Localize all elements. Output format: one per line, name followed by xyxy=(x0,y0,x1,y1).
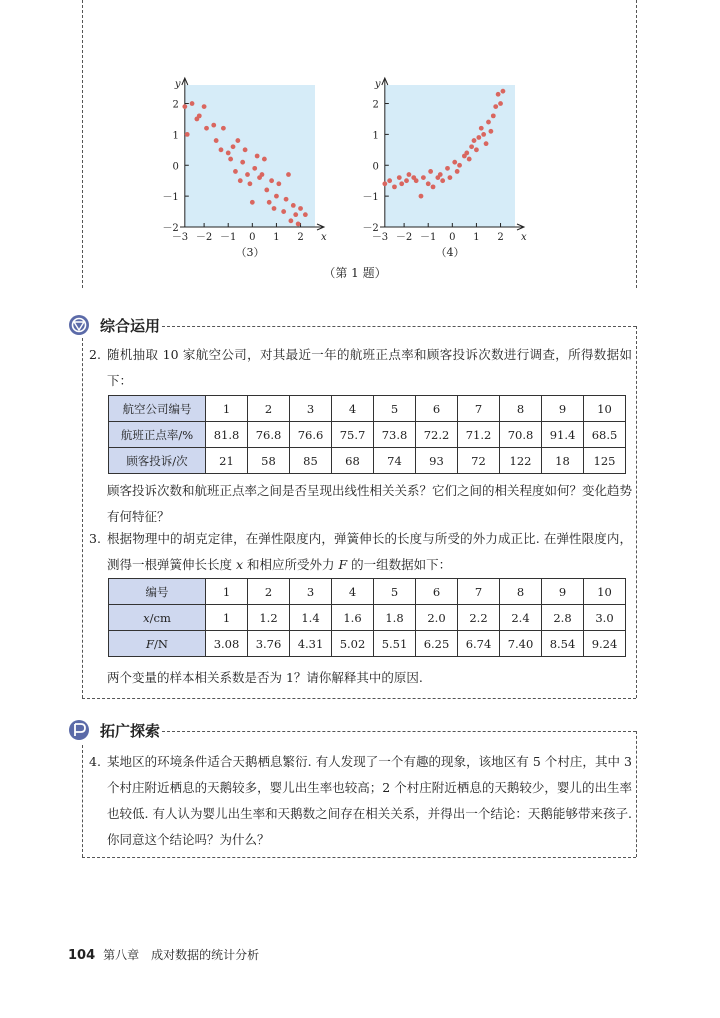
q3-text-b: 和相应所受外力 xyxy=(243,557,339,572)
section-explore-icon xyxy=(68,719,90,741)
chart3-x-label: x xyxy=(321,232,327,243)
airline-row xyxy=(109,448,626,474)
frame-left-s2 xyxy=(82,745,83,857)
chart3-data-point xyxy=(274,194,279,199)
chart3-x-tick-label: 2 xyxy=(297,232,304,243)
chart3-data-point xyxy=(185,132,190,137)
chart4-data-point xyxy=(445,166,450,171)
q3-var-x: x xyxy=(235,557,244,572)
spring-cell: 2 xyxy=(248,579,290,605)
chart3-data-point xyxy=(243,147,248,152)
spring-cell: 6.74 xyxy=(458,631,500,657)
spring-cell: 1 xyxy=(206,579,248,605)
chart4-data-point xyxy=(440,178,445,183)
spring-cell: 1.6 xyxy=(332,605,374,631)
frame-left-s1 xyxy=(82,338,83,698)
airline-cell: 3 xyxy=(290,396,332,422)
chart4-x-tick-label: 1 xyxy=(473,232,480,243)
spring-cell: 2.4 xyxy=(500,605,542,631)
airline-cell: 93 xyxy=(416,448,458,474)
spring-header-cell: F/N xyxy=(109,631,206,657)
chart3-data-point xyxy=(288,218,293,223)
spring-cell: 1.2 xyxy=(248,605,290,631)
spring-cell: 9 xyxy=(542,579,584,605)
chart3-data-point xyxy=(262,157,267,162)
chart4-y-tick-label: －1 xyxy=(362,192,379,204)
chart4-data-point xyxy=(448,175,453,180)
section-title-comprehensive xyxy=(68,314,160,336)
chart3-data-point xyxy=(267,200,272,205)
airline-cell: 75.7 xyxy=(332,422,374,448)
chart3-data-point xyxy=(250,200,255,205)
frame-top-s2 xyxy=(162,731,636,732)
chart3-data-point xyxy=(252,166,257,171)
chart3-data-point xyxy=(190,101,195,106)
section-badge-icon xyxy=(68,314,90,336)
airline-header-cell: 航班正点率/% xyxy=(109,422,206,448)
chart3-data-point xyxy=(284,197,289,202)
chart3-data-point xyxy=(291,203,296,208)
chart3-data-point xyxy=(296,222,301,227)
chart4-data-point xyxy=(455,169,460,174)
frame-right-s1 xyxy=(636,326,637,698)
spring-cell: 7 xyxy=(458,579,500,605)
chart4-data-point xyxy=(414,178,419,183)
section-title-explore xyxy=(68,719,160,741)
airline-cell: 76.8 xyxy=(248,422,290,448)
frame-right-s2 xyxy=(636,731,637,857)
chart4-x-label: x xyxy=(521,232,527,243)
airline-cell: 85 xyxy=(290,448,332,474)
spring-cell: 8.54 xyxy=(542,631,584,657)
chart3-data-point xyxy=(204,126,209,131)
chart3-data-point xyxy=(221,126,226,131)
chart3-data-point xyxy=(238,178,243,183)
question-2-number: 2. xyxy=(89,347,101,362)
spring-cell: 3.76 xyxy=(248,631,290,657)
chart4-data-point xyxy=(421,175,426,180)
chart4-data-point xyxy=(496,92,501,97)
airline-cell: 18 xyxy=(542,448,584,474)
spring-header-cell: x/cm xyxy=(109,605,206,631)
airline-cell: 76.6 xyxy=(290,422,332,448)
spring-cell: 1 xyxy=(206,605,248,631)
airline-cell: 58 xyxy=(248,448,290,474)
chart4-data-point xyxy=(486,120,491,125)
chart4-data-point xyxy=(397,175,402,180)
chart3-data-point xyxy=(286,172,291,177)
chart4-data-point xyxy=(474,147,479,152)
chart3-data-point xyxy=(231,144,236,149)
chart4-data-point xyxy=(457,163,462,168)
chart3-data-point xyxy=(245,172,250,177)
chart4-data-point xyxy=(469,144,474,149)
chart3-data-point xyxy=(228,157,233,162)
question-2-ask: 顾客投诉次数和航班正点率之间是否呈现出线性相关关系？它们之间的相关程度如何？变化趋势有何特征？ xyxy=(107,483,633,524)
chart4-data-point xyxy=(481,132,486,137)
airline-cell: 21 xyxy=(206,448,248,474)
chart3-x-tick-label: －1 xyxy=(220,232,237,243)
chart4-data-point xyxy=(404,178,409,183)
spring-cell: 5 xyxy=(374,579,416,605)
chart3-data-point xyxy=(182,104,187,109)
chart3-y-tick-label: 2 xyxy=(172,99,179,111)
chart4-data-point xyxy=(407,172,412,177)
spring-row xyxy=(109,605,626,631)
chart4-y-tick-label: 2 xyxy=(372,99,379,111)
question-4-number: 4. xyxy=(89,754,101,769)
airline-cell: 72.2 xyxy=(416,422,458,448)
question-3-number: 3. xyxy=(89,531,101,546)
question-4-text xyxy=(89,749,632,853)
chart3-data-point xyxy=(303,212,308,217)
airline-cell: 10 xyxy=(584,396,626,422)
chart3-y-tick-label: 1 xyxy=(172,130,179,142)
chart3-data-point xyxy=(219,147,224,152)
chart3-caption: （3） xyxy=(235,246,265,259)
chart3-data-point xyxy=(248,181,253,186)
airline-cell: 72 xyxy=(458,448,500,474)
q3-text-c: 的一组数据如下： xyxy=(347,557,452,572)
chart4-y-tick-label: 1 xyxy=(372,130,379,142)
airline-cell: 9 xyxy=(542,396,584,422)
chart3-data-point xyxy=(233,169,238,174)
spring-cell: 9.24 xyxy=(584,631,626,657)
chart3-data-point xyxy=(272,206,277,211)
airline-row xyxy=(109,422,626,448)
scatter-plot-3 xyxy=(150,75,335,245)
q3-text-a: 根据物理中的胡克定律，在弹性限度内，弹簧伸长的长度与所受的外力成正比. 在弹性限度内，测得一根弹簧伸长长度 xyxy=(107,531,632,572)
chart3-data-point xyxy=(293,212,298,217)
chart3-data-point xyxy=(298,206,303,211)
page-number: 104 xyxy=(68,948,96,963)
chart4-data-point xyxy=(426,181,431,186)
spring-cell: 4.31 xyxy=(290,631,332,657)
chart4-data-point xyxy=(488,129,493,134)
chart3-data-point xyxy=(202,104,207,109)
spring-cell: 3.08 xyxy=(206,631,248,657)
chart4-x-tick-label: －3 xyxy=(371,232,389,243)
figure-caption: （第 1 题） xyxy=(323,266,387,280)
spring-data-table xyxy=(108,578,626,657)
question-3-text xyxy=(89,526,632,578)
frame-right-top xyxy=(636,0,637,288)
q3-var-f: F xyxy=(338,557,348,572)
airline-data-table xyxy=(108,395,626,474)
airline-cell: 91.4 xyxy=(542,422,584,448)
airline-cell: 1 xyxy=(206,396,248,422)
airline-row xyxy=(109,396,626,422)
chart4-x-tick-label: 0 xyxy=(449,232,456,243)
spring-cell: 2.0 xyxy=(416,605,458,631)
chart4-x-tick-label: －1 xyxy=(420,232,437,243)
chart4-data-point xyxy=(493,104,498,109)
chart4-data-point xyxy=(387,178,392,183)
chart3-data-point xyxy=(214,138,219,143)
airline-cell: 74 xyxy=(374,448,416,474)
frame-bottom-s1 xyxy=(82,698,636,699)
chart4-y-label: y xyxy=(374,79,381,90)
chart4-data-point xyxy=(392,184,397,189)
chart3-y-tick-label: －1 xyxy=(162,192,179,204)
chart3-data-point xyxy=(276,181,281,186)
spring-cell: 1.4 xyxy=(290,605,332,631)
chart4-data-point xyxy=(431,184,436,189)
chart3-data-point xyxy=(255,154,260,159)
spring-cell: 3.0 xyxy=(584,605,626,631)
section-title-label-2: 拓广探索 xyxy=(100,721,161,740)
spring-cell: 3 xyxy=(290,579,332,605)
chart4-caption: （4） xyxy=(435,246,465,259)
chart3-data-point xyxy=(211,123,216,128)
spring-cell: 8 xyxy=(500,579,542,605)
spring-cell: 4 xyxy=(332,579,374,605)
chart3-data-point xyxy=(281,209,286,214)
chart4-x-tick-label: －2 xyxy=(395,232,413,243)
scatter-plot-4 xyxy=(350,75,535,245)
chart4-data-point xyxy=(382,181,387,186)
chart4-y-tick-label: －2 xyxy=(362,223,379,234)
chart4-data-point xyxy=(498,101,503,106)
airline-cell: 6 xyxy=(416,396,458,422)
chart4-data-point xyxy=(464,151,469,156)
airline-cell: 81.8 xyxy=(206,422,248,448)
chart4-data-point xyxy=(467,157,472,162)
chart4-y-tick-label: 0 xyxy=(372,161,379,173)
chart4-data-point xyxy=(438,172,443,177)
chart3-y-label: y xyxy=(174,79,181,90)
airline-header-cell: 航空公司编号 xyxy=(109,396,206,422)
chart3-x-tick-label: 0 xyxy=(249,232,256,243)
chart4-data-point xyxy=(476,135,481,140)
question-3-ask: 两个变量的样本相关系数是否为 1？请你解释其中的原因. xyxy=(107,670,423,685)
chart4-data-point xyxy=(428,169,433,174)
chart4-data-point xyxy=(491,113,496,118)
airline-cell: 2 xyxy=(248,396,290,422)
q4-body: 某地区的环境条件适合天鹅栖息繁衍. 有人发现了一个有趣的现象，该地区有 5 个村庄，其中 3 个村庄附近栖息的天鹅较多，婴儿出生率也较高；2 个村庄附近栖息的天鹅较少，婴儿的出生率也较低. 有人认为婴儿出生率和天鹅数之间存在相关关系，并得出一个结论：天鹅能够带来孩子. 你同意这个结论吗？为什么？ xyxy=(107,754,632,847)
chart3-data-point xyxy=(260,172,265,177)
spring-cell: 2.2 xyxy=(458,605,500,631)
chart4-data-point xyxy=(399,181,404,186)
chart4-data-point xyxy=(479,126,484,131)
spring-header-cell: 编号 xyxy=(109,579,206,605)
airline-cell: 7 xyxy=(458,396,500,422)
airline-cell: 71.2 xyxy=(458,422,500,448)
airline-cell: 5 xyxy=(374,396,416,422)
frame-bottom-s2 xyxy=(82,857,636,858)
question-2-text xyxy=(89,342,632,394)
chart4-x-tick-label: 2 xyxy=(497,232,504,243)
spring-cell: 5.02 xyxy=(332,631,374,657)
chart4-data-point xyxy=(501,89,506,94)
q2-intro: 随机抽取 10 家航空公司，对其最近一年的航班正点率和顾客投诉次数进行调查，所得数据如下： xyxy=(107,347,632,388)
airline-cell: 8 xyxy=(500,396,542,422)
frame-top-s1 xyxy=(162,326,636,327)
chart4-data-point xyxy=(484,141,489,146)
chart3-y-tick-label: 0 xyxy=(172,161,179,173)
spring-cell: 6.25 xyxy=(416,631,458,657)
chart3-data-point xyxy=(269,178,274,183)
chart3-data-point xyxy=(264,188,269,193)
spring-cell: 5.51 xyxy=(374,631,416,657)
chart3-data-point xyxy=(226,151,231,156)
chart3-data-point xyxy=(197,113,202,118)
airline-cell: 73.8 xyxy=(374,422,416,448)
airline-cell: 68 xyxy=(332,448,374,474)
page-footer xyxy=(68,946,259,963)
chart4-data-point xyxy=(419,194,424,199)
airline-cell: 70.8 xyxy=(500,422,542,448)
chart3-data-point xyxy=(235,138,240,143)
airline-cell: 68.5 xyxy=(584,422,626,448)
chart3-data-point xyxy=(240,160,245,165)
airline-cell: 4 xyxy=(332,396,374,422)
spring-cell: 7.40 xyxy=(500,631,542,657)
chart3-x-tick-label: 1 xyxy=(273,232,280,243)
airline-header-cell: 顾客投诉/次 xyxy=(109,448,206,474)
spring-row xyxy=(109,579,626,605)
chart4-data-point xyxy=(452,160,457,165)
spring-cell: 6 xyxy=(416,579,458,605)
chart3-x-tick-label: －2 xyxy=(195,232,213,243)
spring-row xyxy=(109,631,626,657)
chart3-x-tick-label: －3 xyxy=(171,232,189,243)
chapter-title: 第八章 成对数据的统计分析 xyxy=(103,948,260,962)
spring-cell: 1.8 xyxy=(374,605,416,631)
frame-left-top xyxy=(82,0,83,288)
chart4-data-point xyxy=(472,138,477,143)
chart3-y-tick-label: －2 xyxy=(162,223,179,234)
spring-cell: 10 xyxy=(584,579,626,605)
airline-cell: 122 xyxy=(500,448,542,474)
section-title-label: 综合运用 xyxy=(100,316,161,335)
spring-cell: 2.8 xyxy=(542,605,584,631)
airline-cell: 125 xyxy=(584,448,626,474)
